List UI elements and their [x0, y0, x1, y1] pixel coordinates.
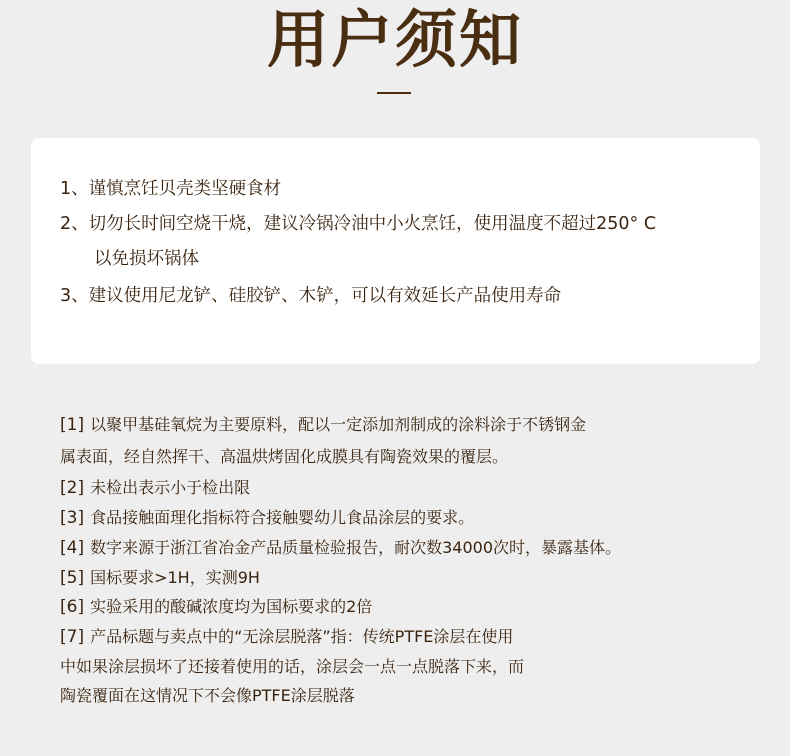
footnote-3	[60, 507, 474, 529]
footnote-2	[60, 477, 250, 499]
footnote-text: 以聚甲基硅氧烷为主要原料，配以一定添加剂制成的涂料涂于不锈钢金	[90, 415, 587, 434]
footnote-text: 数字来源于浙江省冶金产品质量检验报告，耐次数34000次时，暴露基体。	[90, 538, 621, 557]
notice-item-2-continued: 以免损坏锅体	[94, 249, 199, 269]
footnote-7-continued-2	[60, 685, 355, 707]
footnote-mark: [2]	[60, 478, 85, 498]
footnote-mark: [4]	[60, 538, 85, 558]
footnote-text: 中如果涂层损坏了还接着使用的话，涂层会一点一点脱落下来，而	[60, 657, 525, 676]
footnote-text: 产品标题与卖点中的“无涂层脱落”指：传统PTFE涂层在使用	[90, 627, 514, 646]
footnote-mark: [7]	[60, 627, 85, 647]
footnote-text: 食品接触面理化指标符合接触婴幼儿食品涂层的要求。	[90, 508, 475, 527]
footnote-mark: [1]	[60, 415, 85, 435]
footnote-text: 实验采用的酸碱浓度均为国标要求的2倍	[90, 597, 373, 616]
notice-item-1: 1、谨慎烹饪贝壳类坚硬食材	[60, 179, 282, 199]
footnote-1-continued	[60, 446, 508, 468]
footnote-text: 国标要求>1H，实测9H	[90, 568, 260, 587]
page-title: 用户须知	[266, 3, 523, 76]
footnote-mark: [3]	[60, 508, 85, 528]
notice-item-3: 3、建议使用尼龙铲、硅胶铲、木铲，可以有效延长产品使用寿命	[60, 286, 562, 306]
notice-item-2: 2、切勿长时间空烧干烧，建议冷锅冷油中小火烹饪，使用温度不超过250° C	[60, 214, 657, 234]
footnote-4	[60, 537, 621, 559]
footnote-5	[60, 567, 260, 589]
footnote-1	[60, 414, 586, 436]
footnote-text: 陶瓷覆面在这情况下不会像PTFE涂层脱落	[60, 686, 355, 705]
footnote-6	[60, 596, 372, 618]
footnote-7-continued	[60, 656, 524, 678]
footnote-mark: [5]	[60, 568, 85, 588]
footnote-mark: [6]	[60, 597, 85, 617]
footnote-text: 未检出表示小于检出限	[90, 478, 251, 497]
footnote-7	[60, 626, 513, 648]
title-divider	[377, 92, 411, 94]
footnote-text: 属表面，经自然挥干、高温烘烤固化成膜具有陶瓷效果的覆层。	[60, 447, 509, 466]
